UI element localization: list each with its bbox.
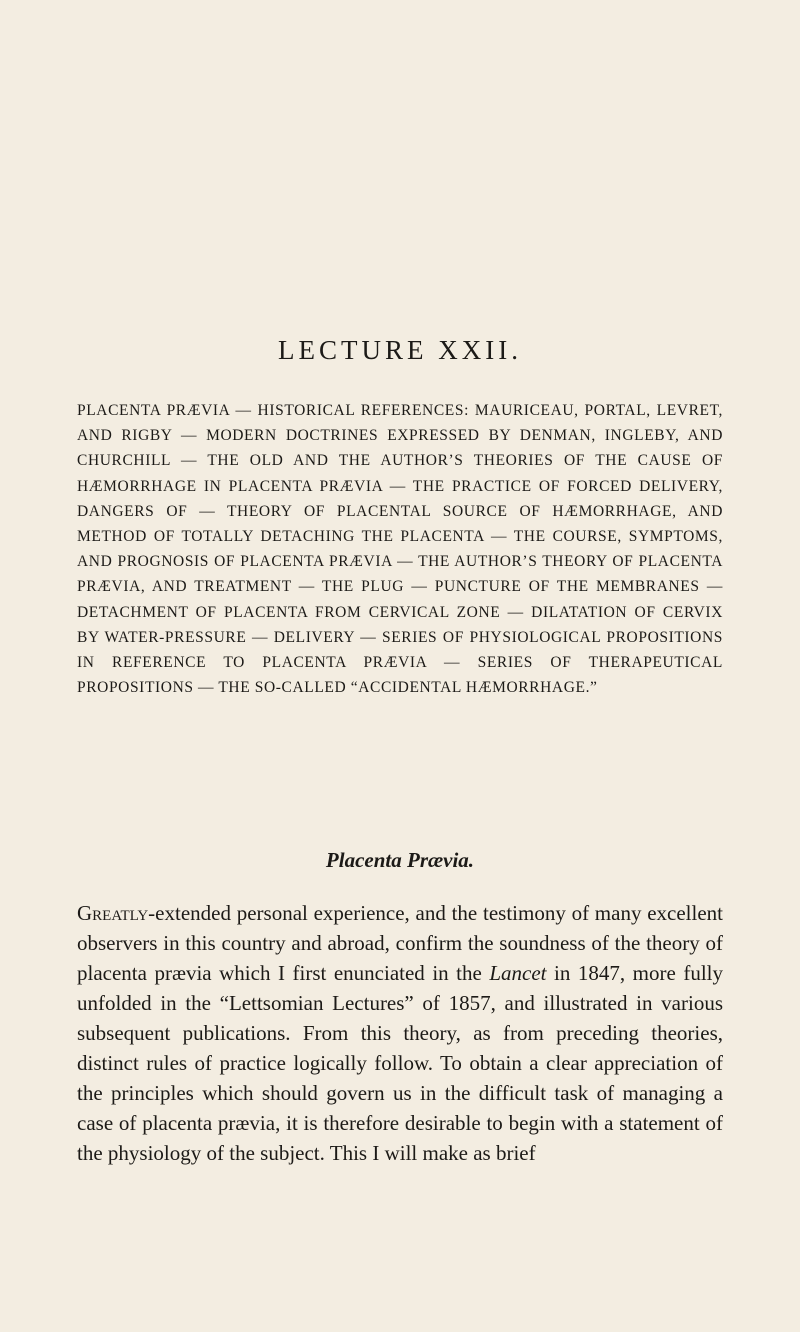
paragraph-text: in 1847, more fully unfolded in the “Lettsomian Lectures” of 1857, and illustrated in various subsequent publications. From this theory, as from preceding theories, distinct rules of practice logically follow. To obtain a clear appreciation of the principles which should govern us in the difficult task of managing a case of placenta prævia, it is therefore desirable to begin with a statement of the physiology of the subject. This I will make as brief [77, 961, 723, 1165]
section-heading: Placenta Prævia. [325, 848, 475, 872]
journal-title: Lancet [489, 961, 547, 985]
body-paragraph [77, 898, 723, 1168]
paragraph-text: -extended personal experience, and the testimony of many excellent observers in this country and abroad, confirm the soundness of the theory of placenta prævia which I first enunciated in the [77, 901, 723, 985]
lecture-synopsis: PLACENTA PRÆVIA — HISTORICAL REFERENCES: MAURICEAU, PORTAL, LEVRET, AND RIGBY — MODERN DOCTRINES EXPRESSED BY DENMAN, INGLEBY, AND CHURCHILL — THE OLD AND THE AUTHOR’S THEORIES OF THE CAUSE OF HÆMORRHAGE IN PLACENTA PRÆVIA — THE PRACTICE OF FORCED DELIVERY, DANGERS OF — THEORY OF PLACENTAL SOURCE OF HÆMORRHAGE, AND METHOD OF TOTALLY DETACHING THE PLACENTA — THE COURSE, SYMPTOMS, AND PROGNOSIS OF PLACENTA PRÆVIA — THE AUTHOR’S THEORY OF PLACENTA PRÆVIA, AND TREATMENT — THE PLUG — PUNCTURE OF THE MEMBRANES — DETACHMENT OF PLACENTA FROM CERVICAL ZONE — DILATATION OF CERVIX BY WATER-PRESSURE — DELIVERY — SERIES OF PHYSIOLOGICAL PROPOSITIONS IN REFERENCE TO PLACENTA PRÆVIA — SERIES OF THERAPEUTICAL PROPOSITIONS — THE SO-CALLED “ACCIDENTAL HÆMORRHAGE.” [77, 402, 723, 697]
lecture-title: LECTURE XXII. [278, 335, 522, 365]
lead-word: Greatly [77, 901, 149, 925]
